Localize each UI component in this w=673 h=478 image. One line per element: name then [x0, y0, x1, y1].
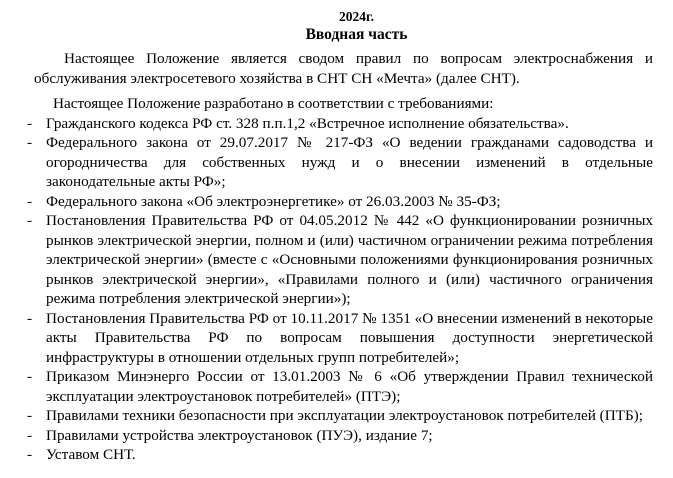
section-heading: Вводная часть [305, 26, 408, 43]
list-item [27, 309, 659, 368]
requirement-text: Уставом СНТ. [46, 446, 136, 463]
list-item [27, 445, 659, 465]
list-item [27, 367, 659, 406]
bullet-dash: - [27, 407, 33, 424]
requirement-text: Правилами устройства электроустановок (ПУЭ), издание 7; [46, 426, 433, 444]
requirement-text: Постановления Правительства РФ от 04.05.2012 № 442 «О функционировании розничных рынков электрической энергии, полном и (или) частичном ограничении режима потребления электрической энергии» (вместе с «Основными положениями функционирования розничных рынков электрической энергии», «Правилами полного и (или) частичного ограничения режима потребления электрической энергии»); [46, 212, 653, 307]
requirements-lead: Настоящее Положение разработано в соответствии с требованиями: [53, 95, 494, 112]
requirements-list [27, 114, 659, 465]
bullet-dash: - [27, 309, 33, 327]
list-item [27, 406, 659, 426]
requirement-text: Приказом Минэнерго России от 13.01.2003 № 6 «Об утверждении Правил технической эксплуатации электроустановок потребителей» (ПТЭ); [46, 368, 653, 405]
list-item [27, 426, 659, 446]
bullet-dash: - [27, 134, 33, 151]
list-item [27, 133, 659, 192]
bullet-dash: - [27, 192, 33, 210]
bullet-dash: - [27, 446, 33, 463]
requirement-text: Гражданского кодекса РФ ст. 328 п.п.1,2 «Встречное исполнение обязательства». [46, 114, 569, 132]
requirement-text: Постановления Правительства РФ от 10.11.2017 № 1351 «О внесении изменений в некоторые акты Правительства РФ по вопросам повышения доступности энергетической инфраструктуры в отношении отдельных групп потребителей»; [46, 309, 653, 366]
document-year: 2024г. [339, 9, 374, 24]
requirement-text: Федерального закона «Об электроэнергетике» от 26.03.2003 № 35-ФЗ; [46, 192, 501, 210]
bullet-dash: - [27, 114, 33, 132]
bullet-dash: - [27, 368, 33, 385]
list-item [27, 114, 659, 134]
requirement-text: Правилами техники безопасности при эксплуатации электроустановок потребителей (ПТБ); [46, 407, 643, 424]
requirement-text: Федерального закона от 29.07.2017 № 217-ФЗ «О ведении гражданами садоводства и огородничества для собственных нужд и о внесении изменений в отдельные законодательные акты РФ»; [46, 134, 653, 190]
list-item [27, 192, 659, 212]
bullet-dash: - [27, 212, 33, 229]
list-item [27, 211, 659, 309]
intro-paragraph: Настоящее Положение является сводом правил по вопросам электроснабжения и обслуживания электросетевого хозяйства в СНТ СН «Мечта» (далее СНТ). [34, 50, 653, 87]
bullet-dash: - [27, 426, 33, 444]
